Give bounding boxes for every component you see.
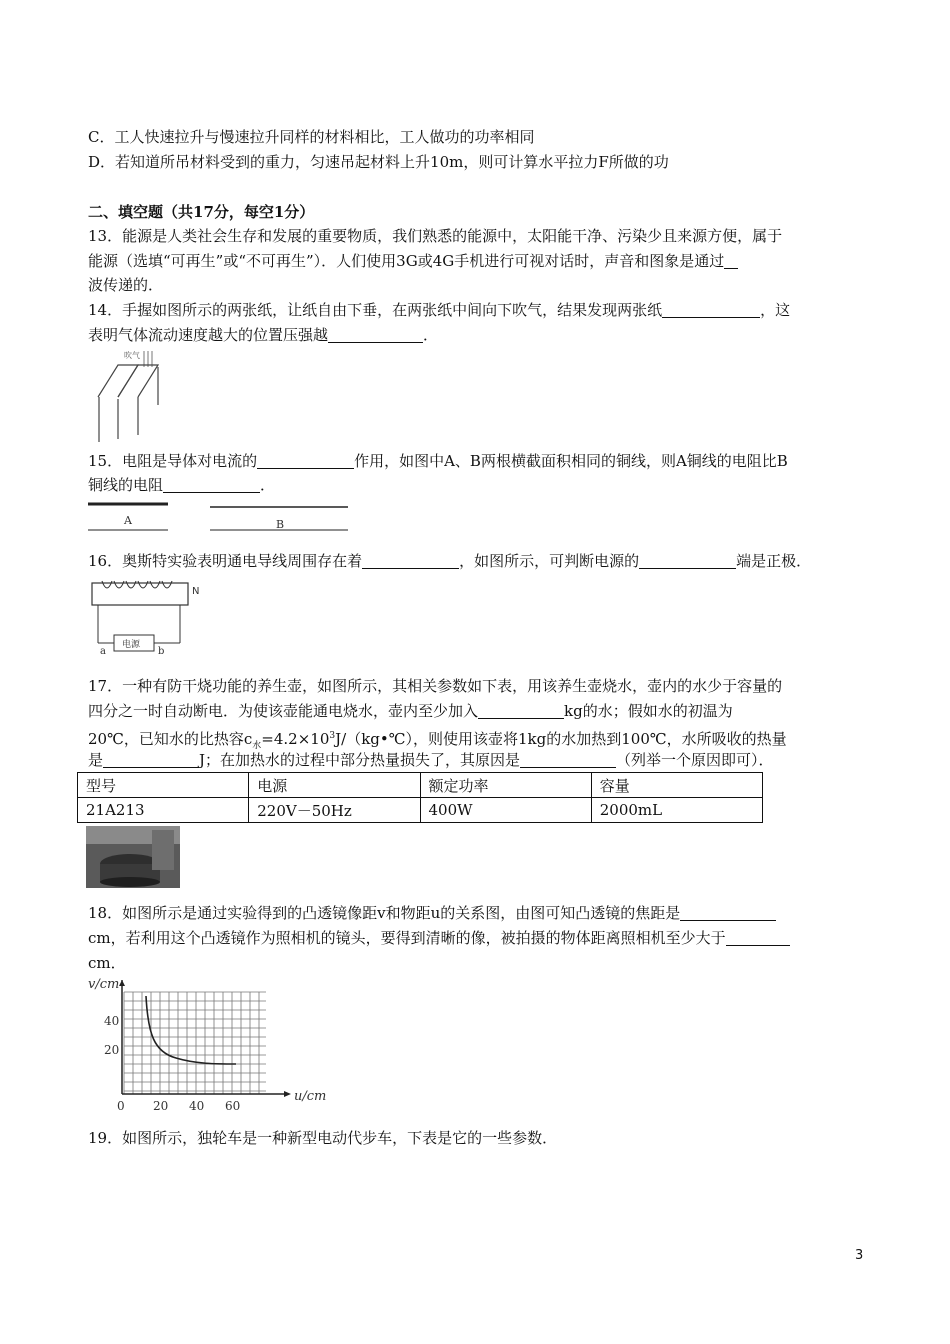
y-axis-label: v/cm [88,977,120,992]
wire-figure [88,498,352,532]
q13-line1: 13．能源是人类社会生存和发展的重要物质，我们熟悉的能源中，太阳能干净、污染少且来源方便，属于 [88,227,783,245]
q17-line4: 是 J；在加热水的过程中部分热量损失了，其原因是 （列举一个原因即可）． [88,751,774,769]
table-cell: 400W [420,798,591,823]
north-pole-label: N [192,586,200,597]
q17-line3: 20℃，已知水的比热容$c_水=4.2\times 10^3J/(kg•℃)$，则使用该壶将1kg的水加热到100℃，水所吸收的热量 [88,730,787,751]
q15-line2: 铜线的电阻 ． [88,476,276,494]
q18-line1: 18．如图所示是通过实验得到的凸透镜像距v和物距u的关系图，由图可知凸透镜的焦距是 [88,902,868,924]
q14-line2: 表明气体流动速度越大的位置压强越 ． [88,326,439,344]
q17-blank-2 [103,751,199,768]
q16-line: 16．奥斯特实验表明通电导线周围存在着 ，如图所示，可判断电源的 端是正极． [88,552,812,570]
v-u-curve [146,996,236,1064]
x-tick-label: 20 [153,1099,169,1113]
graph-grid [124,992,266,1094]
q17-line2: 四分之一时自动断电．为使该壶能通电烧水，壶内至少加入 kg的水；假如水的初温为 [88,702,733,720]
page-number: 3 [855,1248,864,1263]
two-paper-figure [88,347,168,445]
q18-blank-2 [726,929,790,946]
q13-blank [724,252,738,269]
q14-line1: 14．手握如图所示的两张纸，让纸自由下垂，在两张纸中间向下吹气，结果发现两张纸 ，这 [88,301,791,319]
y-tick-label: 40 [104,1014,120,1028]
table-cell: 220V－50Hz [249,798,420,823]
q18-line2: cm，若利用这个凸透镜作为照相机的镜头，要得到清晰的像，被拍摄的物体距离照相机至少大于 [88,927,868,949]
table-cell: 2000mL [591,798,762,823]
table-header-cell: 型号 [78,773,249,798]
table-header-row [78,773,763,798]
wire-b-label: B [276,518,285,531]
option-c: C．工人快速拉升与慢速拉升同样的材料相比，工人做功的功率相同 [88,128,535,146]
table-cell: 21A213 [78,798,249,823]
q18-line3: cm． [88,954,126,972]
q15-blank-1 [257,452,354,469]
q13-line2: 能源（选填“可再生”或“不可再生”）．人们使用3G或4G手机进行可视对话时，声音和图象是通过 [88,250,868,272]
q16-blank-1 [362,552,459,569]
terminal-a-label: a [100,646,106,655]
blow-air-label: 吹气 [124,351,140,360]
x-tick-label: 0 [117,1099,125,1113]
wire-a-label: A [124,514,132,527]
q14-blank-1 [662,301,760,318]
q15-blank-2 [163,476,260,493]
lens-graph [86,974,346,1114]
table-row [78,798,763,823]
y-tick-label: 20 [104,1043,120,1057]
terminal-b-label: b [158,646,165,655]
q17-blank-3 [520,751,616,768]
q17-line1: 17．一种有防干烧功能的养生壶，如图所示，其相关参数如下表，用该养生壶烧水，壶内的水少于容量的 [88,677,783,695]
q18-blank-1 [680,904,776,921]
q15-line1: 15．电阻是导体对电流的 作用，如图中A、B两根横截面积相同的铜线，则A铜线的电阻比B [88,452,788,470]
q16-blank-2 [639,552,736,569]
kettle-photo [86,826,180,888]
x-tick-label: 60 [225,1099,241,1113]
section-title: 二、填空题（共17分，每空1分） [88,203,315,221]
power-source-label: 电源 [122,640,141,650]
table-header-cell: 电源 [249,773,420,798]
q13-line3: 波传递的． [88,276,164,294]
x-axis-label: u/cm [294,1089,327,1104]
x-tick-label: 40 [189,1099,205,1113]
table-header-cell: 容量 [591,773,762,798]
solenoid-figure [88,577,213,655]
kettle-params-table [77,772,763,823]
q17-blank-1 [478,702,564,719]
table-header-cell: 额定功率 [420,773,591,798]
q14-blank-2 [328,326,423,343]
q19-line: 19．如图所示，独轮车是一种新型电动代步车，下表是它的一些参数． [88,1129,558,1147]
option-d: D．若知道所吊材料受到的重力，匀速吊起材料上升10m，则可计算水平拉力F所做的功 [88,153,669,171]
